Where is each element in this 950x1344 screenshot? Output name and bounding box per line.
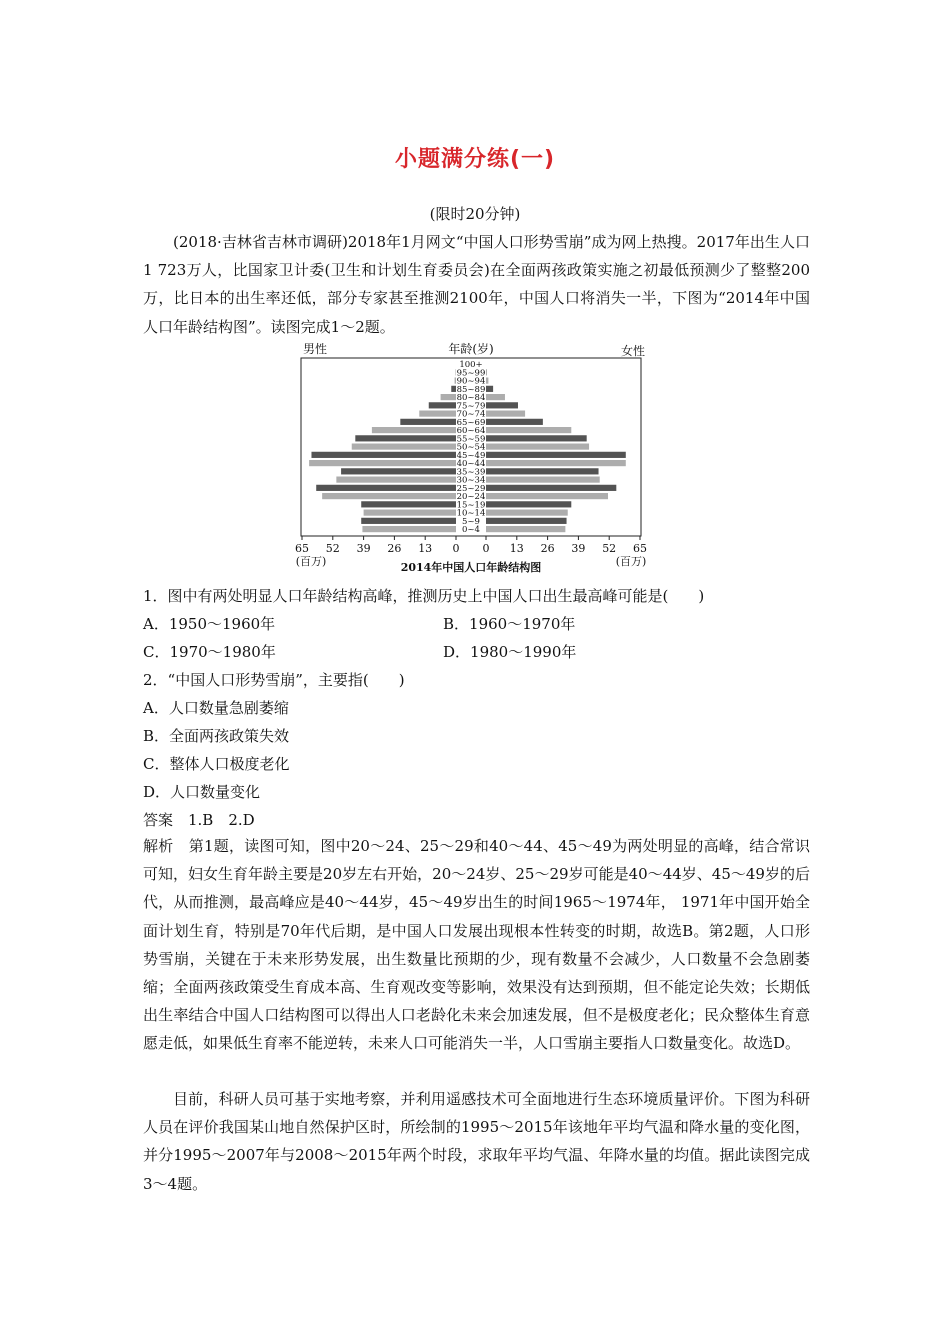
question-1-option-b: B．1960～1970年: [443, 615, 576, 633]
age-label-5~9: 5~9: [462, 516, 480, 527]
tick-label-right-65: 65: [633, 542, 647, 555]
chart-title: 2014年中国人口年龄结构图: [400, 561, 542, 574]
male-bar-30~34: [336, 477, 456, 483]
female-bar-90~94: [486, 378, 488, 384]
female-bar-20~24: [486, 493, 608, 499]
male-bar-60~64: [372, 427, 456, 433]
age-label-90~94: 90~94: [456, 376, 486, 387]
male-bar-45~49: [311, 452, 456, 458]
age-label-15~19: 15~19: [456, 500, 486, 511]
female-bar-70~74: [486, 411, 525, 417]
age-label-80~84: 80~84: [456, 393, 486, 403]
female-bar-5~9: [486, 518, 567, 524]
age-label-0~4: 0~4: [462, 525, 480, 535]
female-bar-25~29: [486, 485, 616, 491]
age-label-50~54: 50~54: [456, 442, 486, 453]
female-bar-35~39: [486, 468, 599, 474]
male-bar-5~9: [361, 518, 456, 524]
analysis-paragraph: 解析 第1题，读图可知，图中20～24、25～29和40～44、45～49为两处明显的高峰，结合常识可知，妇女生育年龄主要是20岁左右开始，20～24岁、25～29岁可能是40～44岁、45～49岁的后代，从而推测，最高峰应是40～44岁，45～49岁出生的时间1965～1974年， 1971年中国开始全面计划生育，特别是70年代后期，是中国人口发展出现根本性转变的时期，故选B。第2题，人口形势雪崩，关键在于未来形势发展，出生数量比预期的少，现有数量不会减少，人口数量不会急剧萎缩；全面两孩政策受生育成本高、生育观改变等影响，效果没有达到预期，但不能定论失效；长期低出生率结合中国人口结构图可以得出人口老龄化未来会加速发展，但不是极度老化；民众整体生育意愿走低，如果低生育率不能逆转，未来人口可能消失一半，人口雪崩主要指人口数量变化。故选D。: [143, 837, 810, 1053]
question-1-stem: 1．图中有两处明显人口年龄结构高峰，推测历史上中国人口出生最高峰可能是( ): [143, 587, 705, 605]
tick-label-left-0: 0: [452, 542, 460, 555]
female-bar-75~79: [486, 402, 518, 408]
population-pyramid-chart: [0, 0, 950, 600]
age-label-10~14: 10~14: [456, 508, 486, 519]
question-2-stem: 2．“中国人口形势雪崩”，主要指( ): [143, 671, 405, 689]
page-title: 小题满分练(一): [394, 147, 556, 172]
female-label: 女性: [620, 344, 645, 358]
female-bar-80~84: [486, 394, 505, 400]
female-bar-55~59: [486, 435, 587, 441]
age-label-40~44: 40~44: [456, 459, 486, 469]
female-bar-65~69: [486, 419, 543, 425]
question-2-option-d: D．人口数量变化: [143, 783, 261, 801]
male-bar-0~4: [362, 526, 456, 532]
male-bar-75~79: [429, 402, 456, 408]
tick-label-left-52: 52: [325, 542, 340, 555]
age-label-65~69: 65~69: [456, 417, 486, 428]
age-label-60~64: 60~64: [456, 426, 486, 436]
female-bar-60~64: [486, 427, 571, 433]
male-bar-55~59: [355, 435, 456, 441]
age-label-35~39: 35~39: [456, 467, 486, 478]
tick-label-right-52: 52: [602, 542, 617, 555]
female-bar-40~44: [486, 460, 626, 466]
male-bar-10~14: [364, 510, 456, 516]
answer-line: 答案 1.B 2.D: [143, 811, 255, 829]
male-bar-50~54: [352, 444, 456, 450]
tick-label-left-26: 26: [387, 542, 402, 555]
male-bar-85~89: [451, 386, 456, 392]
question-1-option-a: A．1950～1960年: [143, 615, 276, 633]
age-axis-label: 年龄(岁): [448, 342, 494, 356]
question-2-option-a: A．人口数量急剧萎缩: [143, 699, 289, 717]
age-label-70~74: 70~74: [456, 409, 486, 420]
male-bar-70~74: [419, 411, 456, 417]
tick-label-right-0: 0: [482, 542, 490, 555]
male-bar-25~29: [316, 485, 456, 491]
question-2-option-c: C．整体人口极度老化: [143, 755, 290, 773]
tick-label-left-39: 39: [356, 542, 371, 555]
question-1-option-c: C．1970～1980年: [143, 643, 276, 661]
female-bar-45~49: [486, 452, 626, 458]
age-label-55~59: 55~59: [456, 434, 486, 445]
question-1-option-d: D．1980～1990年: [443, 643, 577, 661]
male-bar-80~84: [441, 394, 456, 400]
female-bar-85~89: [486, 386, 493, 392]
male-bar-15~19: [361, 501, 456, 507]
male-bar-35~39: [341, 468, 456, 474]
female-bar-15~19: [486, 501, 571, 507]
age-label-30~34: 30~34: [456, 475, 486, 486]
female-bar-10~14: [486, 510, 568, 516]
female-bar-30~34: [486, 477, 600, 483]
tick-label-right-39: 39: [571, 542, 586, 555]
tick-label-right-26: 26: [540, 542, 555, 555]
intro-paragraph-1: (2018·吉林省吉林市调研)2018年1月网文“中国人口形势雪崩”成为网上热搜。2017年出生人口1 723万人，比国家卫计委(卫生和计划生育委员会)在全面两孩政策实施之初最低预测少了整整200万，比日本的出生率还低，部分专家甚至推测2100年，中国人口将消失一半，下图为“2014年中国人口年龄结构图”。读图完成1～2题。: [143, 233, 810, 336]
male-bar-40~44: [309, 460, 456, 466]
age-label-20~24: 20~24: [456, 492, 486, 502]
intro-paragraph-2: 目前，科研人员可基于实地考察，并利用遥感技术可全面地进行生态环境质量评价。下图为科研人员在评价我国某山地自然保护区时，所绘制的1995～2015年该地年平均气温和降水量的变化图，并分1995～2007年与2008～2015年两个时段，求取年平均气温、年降水量的均值。据此读图完成3～4题。: [143, 1090, 810, 1193]
age-label-85~89: 85~89: [456, 384, 486, 395]
male-label: 男性: [303, 342, 328, 356]
male-bar-20~24: [322, 493, 456, 499]
age-label-25~29: 25~29: [456, 483, 486, 494]
female-bar-50~54: [486, 444, 589, 450]
unit-label-left: (百万): [295, 555, 327, 568]
unit-label-right: (百万): [615, 555, 647, 568]
age-label-100+: 100+: [459, 360, 483, 370]
tick-label-right-13: 13: [509, 542, 524, 555]
age-label-95~99: 95~99: [456, 368, 486, 379]
time-limit: (限时20分钟): [429, 205, 521, 223]
question-2-option-b: B．全面两孩政策失效: [143, 727, 290, 745]
male-bar-65~69: [400, 419, 456, 425]
tick-label-left-13: 13: [418, 542, 433, 555]
age-label-45~49: 45~49: [456, 450, 486, 461]
female-bar-0~4: [486, 526, 565, 532]
tick-label-left-65: 65: [295, 542, 309, 555]
age-label-75~79: 75~79: [456, 401, 486, 412]
